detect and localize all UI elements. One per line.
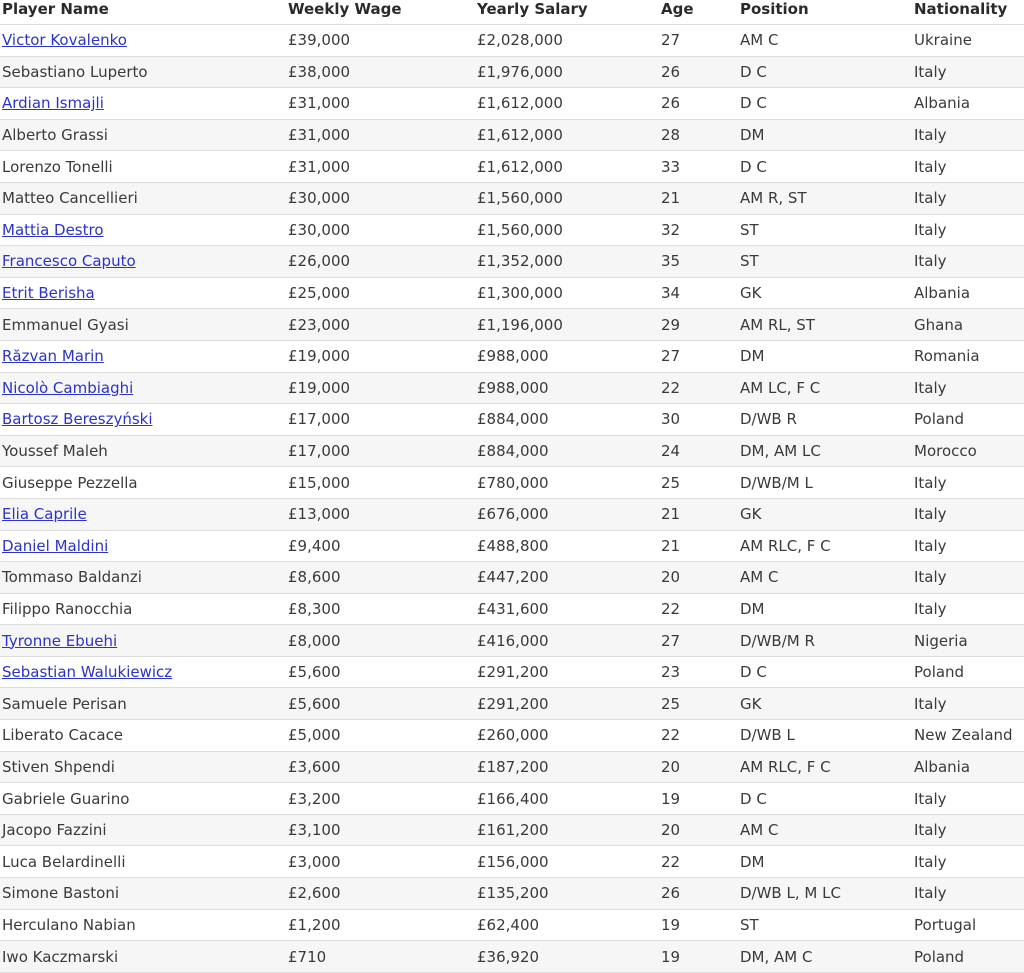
yearly-salary-cell: £988,000 — [475, 372, 659, 404]
table-row — [0, 151, 1024, 183]
header-row — [0, 0, 1024, 25]
weekly-wage-cell: £19,000 — [286, 340, 475, 372]
position-cell: D/WB/M L — [738, 467, 912, 499]
header-nationality[interactable]: Nationality — [912, 0, 1024, 25]
player-name-cell — [0, 25, 286, 57]
player-name-link[interactable]: Etrit Berisha — [2, 284, 95, 303]
age-cell: 26 — [659, 88, 738, 120]
nationality-cell: Italy — [912, 467, 1024, 499]
age-cell: 24 — [659, 435, 738, 467]
nationality-cell: Italy — [912, 530, 1024, 562]
player-name-link[interactable]: Răzvan Marin — [2, 347, 104, 366]
nationality-cell: Ghana — [912, 309, 1024, 341]
nationality-cell: Italy — [912, 214, 1024, 246]
age-cell: 21 — [659, 530, 738, 562]
table-row — [0, 720, 1024, 752]
yearly-salary-cell: £1,612,000 — [475, 119, 659, 151]
player-name-cell — [0, 688, 286, 720]
nationality-cell: Italy — [912, 56, 1024, 88]
age-cell: 27 — [659, 25, 738, 57]
weekly-wage-cell: £31,000 — [286, 88, 475, 120]
table-row — [0, 688, 1024, 720]
table-row — [0, 941, 1024, 973]
yearly-salary-cell: £431,600 — [475, 593, 659, 625]
weekly-wage-cell: £26,000 — [286, 246, 475, 278]
table-row — [0, 214, 1024, 246]
age-cell: 21 — [659, 182, 738, 214]
player-name-cell — [0, 656, 286, 688]
age-cell: 22 — [659, 720, 738, 752]
position-cell: DM — [738, 340, 912, 372]
yearly-salary-cell: £447,200 — [475, 562, 659, 594]
table-row — [0, 56, 1024, 88]
weekly-wage-cell: £3,200 — [286, 783, 475, 815]
nationality-cell: Poland — [912, 941, 1024, 973]
position-cell: D C — [738, 783, 912, 815]
player-name-link[interactable]: Daniel Maldini — [2, 536, 109, 555]
age-cell: 22 — [659, 846, 738, 878]
age-cell: 26 — [659, 878, 738, 910]
table-row — [0, 309, 1024, 341]
yearly-salary-cell: £780,000 — [475, 467, 659, 499]
table-row — [0, 498, 1024, 530]
nationality-cell: Italy — [912, 878, 1024, 910]
nationality-cell: Ukraine — [912, 25, 1024, 57]
weekly-wage-cell: £8,300 — [286, 593, 475, 625]
nationality-cell: Italy — [912, 783, 1024, 815]
player-name-cell — [0, 846, 286, 878]
position-cell: ST — [738, 246, 912, 278]
position-cell: AM C — [738, 562, 912, 594]
position-cell: DM, AM LC — [738, 435, 912, 467]
position-cell: D C — [738, 88, 912, 120]
position-cell: D/WB/M R — [738, 625, 912, 657]
table-row — [0, 246, 1024, 278]
age-cell: 25 — [659, 688, 738, 720]
weekly-wage-cell: £15,000 — [286, 467, 475, 499]
position-cell: DM, AM C — [738, 941, 912, 973]
yearly-salary-cell: £260,000 — [475, 720, 659, 752]
player-name-text: Matteo Cancellieri — [2, 189, 138, 208]
table-row — [0, 751, 1024, 783]
table-row — [0, 783, 1024, 815]
player-name-cell — [0, 720, 286, 752]
player-name-link[interactable]: Bartosz Bereszyński — [2, 410, 153, 429]
yearly-salary-cell: £1,976,000 — [475, 56, 659, 88]
yearly-salary-cell: £1,560,000 — [475, 182, 659, 214]
nationality-cell: Nigeria — [912, 625, 1024, 657]
weekly-wage-cell: £19,000 — [286, 372, 475, 404]
weekly-wage-cell: £2,600 — [286, 878, 475, 910]
age-cell: 34 — [659, 277, 738, 309]
nationality-cell: Italy — [912, 688, 1024, 720]
weekly-wage-cell: £39,000 — [286, 25, 475, 57]
player-name-link[interactable]: Nicolò Cambiaghi — [2, 378, 134, 397]
weekly-wage-cell: £9,400 — [286, 530, 475, 562]
player-name-cell — [0, 88, 286, 120]
yearly-salary-cell: £1,300,000 — [475, 277, 659, 309]
position-cell: DM — [738, 846, 912, 878]
player-name-cell — [0, 340, 286, 372]
yearly-salary-cell: £1,196,000 — [475, 309, 659, 341]
player-name-text: Sebastiano Luperto — [2, 62, 148, 81]
player-name-text: Luca Belardinelli — [2, 852, 126, 871]
position-cell: AM C — [738, 814, 912, 846]
nationality-cell: Poland — [912, 656, 1024, 688]
nationality-cell: Italy — [912, 814, 1024, 846]
player-name-cell — [0, 119, 286, 151]
nationality-cell: Albania — [912, 751, 1024, 783]
player-name-cell — [0, 498, 286, 530]
position-cell: AM RLC, F C — [738, 751, 912, 783]
weekly-wage-cell: £1,200 — [286, 909, 475, 941]
player-name-cell — [0, 814, 286, 846]
nationality-cell: Poland — [912, 404, 1024, 436]
table-row — [0, 88, 1024, 120]
table-row — [0, 593, 1024, 625]
age-cell: 22 — [659, 593, 738, 625]
yearly-salary-cell: £135,200 — [475, 878, 659, 910]
yearly-salary-cell: £2,028,000 — [475, 25, 659, 57]
nationality-cell: Portugal — [912, 909, 1024, 941]
weekly-wage-cell: £3,600 — [286, 751, 475, 783]
yearly-salary-cell: £1,612,000 — [475, 151, 659, 183]
player-name-link[interactable]: Victor Kovalenko — [2, 31, 127, 50]
age-cell: 35 — [659, 246, 738, 278]
table-body — [0, 25, 1024, 973]
yearly-salary-cell: £988,000 — [475, 340, 659, 372]
player-name-link[interactable]: Mattia Destro — [2, 220, 104, 239]
weekly-wage-cell: £13,000 — [286, 498, 475, 530]
nationality-cell: Italy — [912, 562, 1024, 594]
player-name-cell — [0, 246, 286, 278]
nationality-cell: Albania — [912, 88, 1024, 120]
position-cell: AM RL, ST — [738, 309, 912, 341]
weekly-wage-cell: £30,000 — [286, 182, 475, 214]
position-cell: AM LC, F C — [738, 372, 912, 404]
position-cell: D C — [738, 56, 912, 88]
position-cell: D/WB L — [738, 720, 912, 752]
player-name-text: Lorenzo Tonelli — [2, 157, 113, 176]
player-name-text: Simone Bastoni — [2, 884, 120, 903]
nationality-cell: Italy — [912, 498, 1024, 530]
nationality-cell: Italy — [912, 846, 1024, 878]
table-row — [0, 656, 1024, 688]
yearly-salary-cell: £676,000 — [475, 498, 659, 530]
table-row — [0, 372, 1024, 404]
player-name-link[interactable]: Elia Caprile — [2, 505, 87, 524]
age-cell: 25 — [659, 467, 738, 499]
player-name-cell — [0, 751, 286, 783]
age-cell: 29 — [659, 309, 738, 341]
weekly-wage-cell: £5,600 — [286, 688, 475, 720]
position-cell: DM — [738, 119, 912, 151]
table-row — [0, 25, 1024, 57]
age-cell: 19 — [659, 783, 738, 815]
header-player-name[interactable]: Player Name — [0, 0, 286, 25]
player-name-cell — [0, 941, 286, 973]
player-name-cell — [0, 404, 286, 436]
player-name-link[interactable]: Tyronne Ebuehi — [2, 631, 118, 650]
weekly-wage-cell: £31,000 — [286, 151, 475, 183]
player-name-cell — [0, 435, 286, 467]
player-name-text: Filippo Ranocchia — [2, 599, 133, 618]
weekly-wage-cell: £8,600 — [286, 562, 475, 594]
player-name-cell — [0, 530, 286, 562]
player-name-cell — [0, 151, 286, 183]
yearly-salary-cell: £161,200 — [475, 814, 659, 846]
nationality-cell: Albania — [912, 277, 1024, 309]
age-cell: 20 — [659, 562, 738, 594]
player-name-cell — [0, 372, 286, 404]
player-name-text: Samuele Perisan — [2, 694, 127, 713]
player-name-cell — [0, 182, 286, 214]
header-age[interactable]: Age — [659, 0, 738, 25]
nationality-cell: Italy — [912, 372, 1024, 404]
table-row — [0, 878, 1024, 910]
position-cell: GK — [738, 688, 912, 720]
yearly-salary-cell: £36,920 — [475, 941, 659, 973]
yearly-salary-cell: £1,560,000 — [475, 214, 659, 246]
nationality-cell: Italy — [912, 151, 1024, 183]
player-name-link[interactable]: Francesco Caputo — [2, 252, 136, 271]
position-cell: DM — [738, 593, 912, 625]
age-cell: 23 — [659, 656, 738, 688]
position-cell: D C — [738, 656, 912, 688]
yearly-salary-cell: £1,612,000 — [475, 88, 659, 120]
player-name-cell — [0, 625, 286, 657]
nationality-cell: Italy — [912, 246, 1024, 278]
age-cell: 32 — [659, 214, 738, 246]
yearly-salary-cell: £291,200 — [475, 688, 659, 720]
age-cell: 27 — [659, 340, 738, 372]
player-name-link[interactable]: Ardian Ismajli — [2, 94, 104, 113]
table-row — [0, 467, 1024, 499]
player-name-cell — [0, 783, 286, 815]
player-name-text: Youssef Maleh — [2, 442, 108, 461]
nationality-cell: Morocco — [912, 435, 1024, 467]
player-name-text: Giuseppe Pezzella — [2, 473, 138, 492]
yearly-salary-cell: £488,800 — [475, 530, 659, 562]
player-name-text: Alberto Grassi — [2, 126, 108, 145]
age-cell: 19 — [659, 941, 738, 973]
nationality-cell: New Zealand — [912, 720, 1024, 752]
table-row — [0, 340, 1024, 372]
yearly-salary-cell: £156,000 — [475, 846, 659, 878]
table-row — [0, 562, 1024, 594]
yearly-salary-cell: £1,352,000 — [475, 246, 659, 278]
table-header — [0, 0, 1024, 25]
weekly-wage-cell: £17,000 — [286, 435, 475, 467]
nationality-cell: Italy — [912, 593, 1024, 625]
weekly-wage-cell: £25,000 — [286, 277, 475, 309]
table-row — [0, 909, 1024, 941]
yearly-salary-cell: £884,000 — [475, 435, 659, 467]
position-cell: AM C — [738, 25, 912, 57]
header-position[interactable]: Position — [738, 0, 912, 25]
age-cell: 26 — [659, 56, 738, 88]
table-row — [0, 530, 1024, 562]
player-name-cell — [0, 909, 286, 941]
yearly-salary-cell: £62,400 — [475, 909, 659, 941]
nationality-cell: Italy — [912, 182, 1024, 214]
position-cell: AM RLC, F C — [738, 530, 912, 562]
position-cell: GK — [738, 498, 912, 530]
nationality-cell: Romania — [912, 340, 1024, 372]
table-row — [0, 277, 1024, 309]
player-name-text: Jacopo Fazzini — [2, 821, 107, 840]
yearly-salary-cell: £291,200 — [475, 656, 659, 688]
age-cell: 28 — [659, 119, 738, 151]
weekly-wage-cell: £31,000 — [286, 119, 475, 151]
player-name-text: Tommaso Baldanzi — [2, 568, 142, 587]
age-cell: 27 — [659, 625, 738, 657]
weekly-wage-cell: £5,600 — [286, 656, 475, 688]
table-row — [0, 182, 1024, 214]
table-row — [0, 846, 1024, 878]
yearly-salary-cell: £416,000 — [475, 625, 659, 657]
weekly-wage-cell: £30,000 — [286, 214, 475, 246]
age-cell: 19 — [659, 909, 738, 941]
player-name-text: Stiven Shpendi — [2, 757, 115, 776]
position-cell: ST — [738, 214, 912, 246]
player-name-cell — [0, 467, 286, 499]
weekly-wage-cell: £23,000 — [286, 309, 475, 341]
player-name-text: Gabriele Guarino — [2, 789, 130, 808]
header-weekly-wage[interactable]: Weekly Wage — [286, 0, 475, 25]
age-cell: 21 — [659, 498, 738, 530]
player-name-text: Herculano Nabian — [2, 915, 136, 934]
age-cell: 20 — [659, 751, 738, 783]
yearly-salary-cell: £187,200 — [475, 751, 659, 783]
table-row — [0, 119, 1024, 151]
yearly-salary-cell: £884,000 — [475, 404, 659, 436]
player-name-cell — [0, 214, 286, 246]
weekly-wage-cell: £5,000 — [286, 720, 475, 752]
position-cell: D/WB R — [738, 404, 912, 436]
weekly-wage-cell: £710 — [286, 941, 475, 973]
weekly-wage-cell: £3,100 — [286, 814, 475, 846]
yearly-salary-cell: £166,400 — [475, 783, 659, 815]
weekly-wage-cell: £8,000 — [286, 625, 475, 657]
position-cell: ST — [738, 909, 912, 941]
player-name-cell — [0, 56, 286, 88]
table-row — [0, 814, 1024, 846]
table-row — [0, 404, 1024, 436]
weekly-wage-cell: £38,000 — [286, 56, 475, 88]
player-name-cell — [0, 309, 286, 341]
player-name-text: Iwo Kaczmarski — [2, 947, 119, 966]
age-cell: 33 — [659, 151, 738, 183]
weekly-wage-cell: £17,000 — [286, 404, 475, 436]
position-cell: D/WB L, M LC — [738, 878, 912, 910]
position-cell: AM R, ST — [738, 182, 912, 214]
player-name-cell — [0, 277, 286, 309]
position-cell: D C — [738, 151, 912, 183]
position-cell: GK — [738, 277, 912, 309]
age-cell: 20 — [659, 814, 738, 846]
player-name-text: Liberato Cacace — [2, 726, 124, 745]
nationality-cell: Italy — [912, 119, 1024, 151]
player-name-text: Emmanuel Gyasi — [2, 315, 129, 334]
player-name-link[interactable]: Sebastian Walukiewicz — [2, 663, 173, 682]
player-name-cell — [0, 562, 286, 594]
weekly-wage-cell: £3,000 — [286, 846, 475, 878]
table-row — [0, 435, 1024, 467]
table-row — [0, 625, 1024, 657]
player-name-cell — [0, 878, 286, 910]
age-cell: 22 — [659, 372, 738, 404]
header-yearly-salary[interactable]: Yearly Salary — [475, 0, 659, 25]
age-cell: 30 — [659, 404, 738, 436]
player-name-cell — [0, 593, 286, 625]
